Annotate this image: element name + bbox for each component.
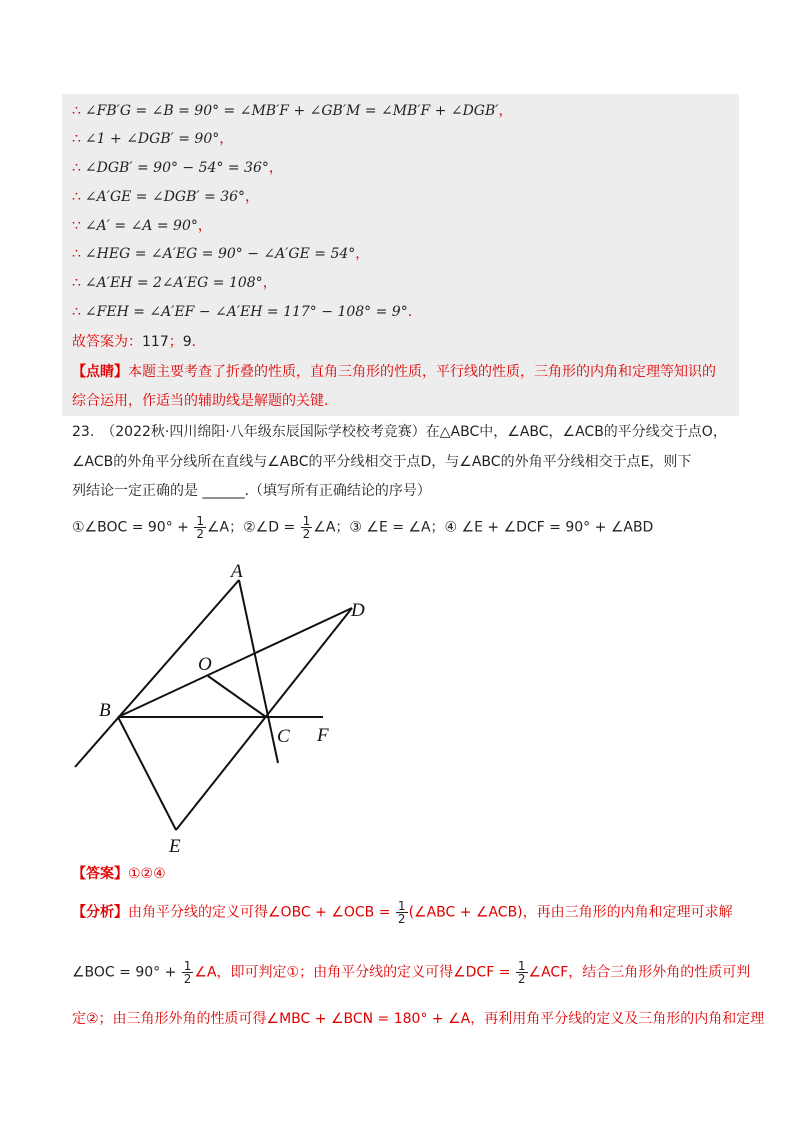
therefore-symbol: ∴: [72, 304, 81, 320]
question-line-3: 列结论一定正确的是 ______.（填写所有正确结论的序号）: [72, 483, 431, 499]
segment-DE: [176, 608, 352, 830]
label-D: D: [351, 600, 365, 621]
final-answer-line: 故答案为：117；9．: [72, 334, 206, 350]
solution-line-3: ∴ ∠DGB′ = 90° − 54° = 36°，: [72, 160, 283, 176]
label-F: F: [317, 725, 329, 746]
therefore-symbol: ∴: [72, 189, 81, 205]
question-line-1: 23. （2022秋·四川绵阳·八年级东辰国际学校校考竞赛）在△ABC中，∠ABC，∠ACB的平分线交于点O，: [72, 424, 727, 440]
analysis-line-2: ∠BOC = 90° + $\frac{1}{2}$ ∠A，即可判定①；由角平分线的定义可得∠DCF = $\frac{1}{2}$ ∠ACF，结合三角形外角的性质可判: [72, 959, 751, 986]
line-AC: [239, 580, 278, 763]
analysis-line-1: 【分析】由角平分线的定义可得∠OBC + ∠OCB = $\frac{1}{2}$ (∠ABC + ∠ACB)，再由三角形的内角和定理可求解: [72, 899, 733, 926]
segment-BA-extended: [75, 580, 239, 767]
answer-line: 【答案】①②④: [72, 866, 166, 882]
label-C: C: [277, 726, 290, 747]
fraction-one-half: $\frac{1}{2}$: [302, 514, 311, 541]
comment-label: 【点睛】: [72, 364, 128, 380]
segment-BE: [118, 717, 176, 830]
therefore-symbol: ∴: [72, 275, 81, 291]
because-symbol: ∵: [72, 218, 81, 234]
fraction-one-half: $\frac{1}{2}$: [517, 959, 526, 986]
analysis-line-3: 定②；由三角形外角的性质可得∠MBC + ∠BCN = 180° + ∠A，再利用角平分线的定义及三角形的内角和定理: [72, 1011, 765, 1027]
comment-line-2: 综合运用，作适当的辅助线是解题的关键.: [72, 393, 329, 409]
question-options: ①∠BOC = 90° + $\frac{1}{2}$ ∠A；②∠D = $\frac{1}{2}$ ∠A；③ ∠E = ∠A；④ ∠E + ∠DCF = 90° + ∠ABD: [72, 514, 654, 541]
analysis-label: 【分析】: [72, 904, 128, 921]
therefore-symbol: ∴: [72, 160, 81, 176]
solution-line-5: ∵ ∠A′ = ∠A = 90°，: [72, 218, 212, 234]
solution-line-1: ∴ ∠FB′G = ∠B = 90° = ∠MB′F + ∠GB′M = ∠MB′F + ∠DGB′，: [72, 103, 513, 119]
solution-line-8: ∴ ∠FEH = ∠A′EF − ∠A′EH = 117° − 108° = 9°．: [72, 304, 422, 320]
solution-line-4: ∴ ∠A′GE = ∠DGB′ = 36°，: [72, 189, 260, 205]
solution-line-2: ∴ ∠1 + ∠DGB′ = 90°，: [72, 131, 234, 147]
fraction-one-half: $\frac{1}{2}$: [397, 899, 406, 926]
line-BD: [118, 608, 352, 717]
label-B: B: [99, 700, 111, 721]
label-O: O: [198, 654, 212, 675]
solution-line-7: ∴ ∠A′EH = 2∠A′EG = 108°，: [72, 275, 277, 291]
segment-OC: [208, 676, 266, 717]
label-E: E: [169, 836, 181, 857]
fraction-one-half: $\frac{1}{2}$: [196, 514, 204, 541]
comment-line-1: 【点睛】本题主要考查了折叠的性质，直角三角形的性质，平行线的性质，三角形的内角和定理等知识的: [72, 364, 716, 380]
therefore-symbol: ∴: [72, 131, 81, 147]
label-A: A: [231, 561, 243, 582]
therefore-symbol: ∴: [72, 246, 81, 262]
answer-label: 【答案】: [72, 866, 128, 882]
question-line-2: ∠ACB的外角平分线所在直线与∠ABC的平分线相交于点D，与∠ABC的外角平分线相交于点E，则下: [72, 454, 692, 470]
therefore-symbol: ∴: [72, 103, 81, 119]
fraction-one-half: $\frac{1}{2}$: [183, 959, 192, 986]
solution-line-6: ∴ ∠HEG = ∠A′EG = 90° − ∠A′GE = 54°，: [72, 246, 370, 262]
